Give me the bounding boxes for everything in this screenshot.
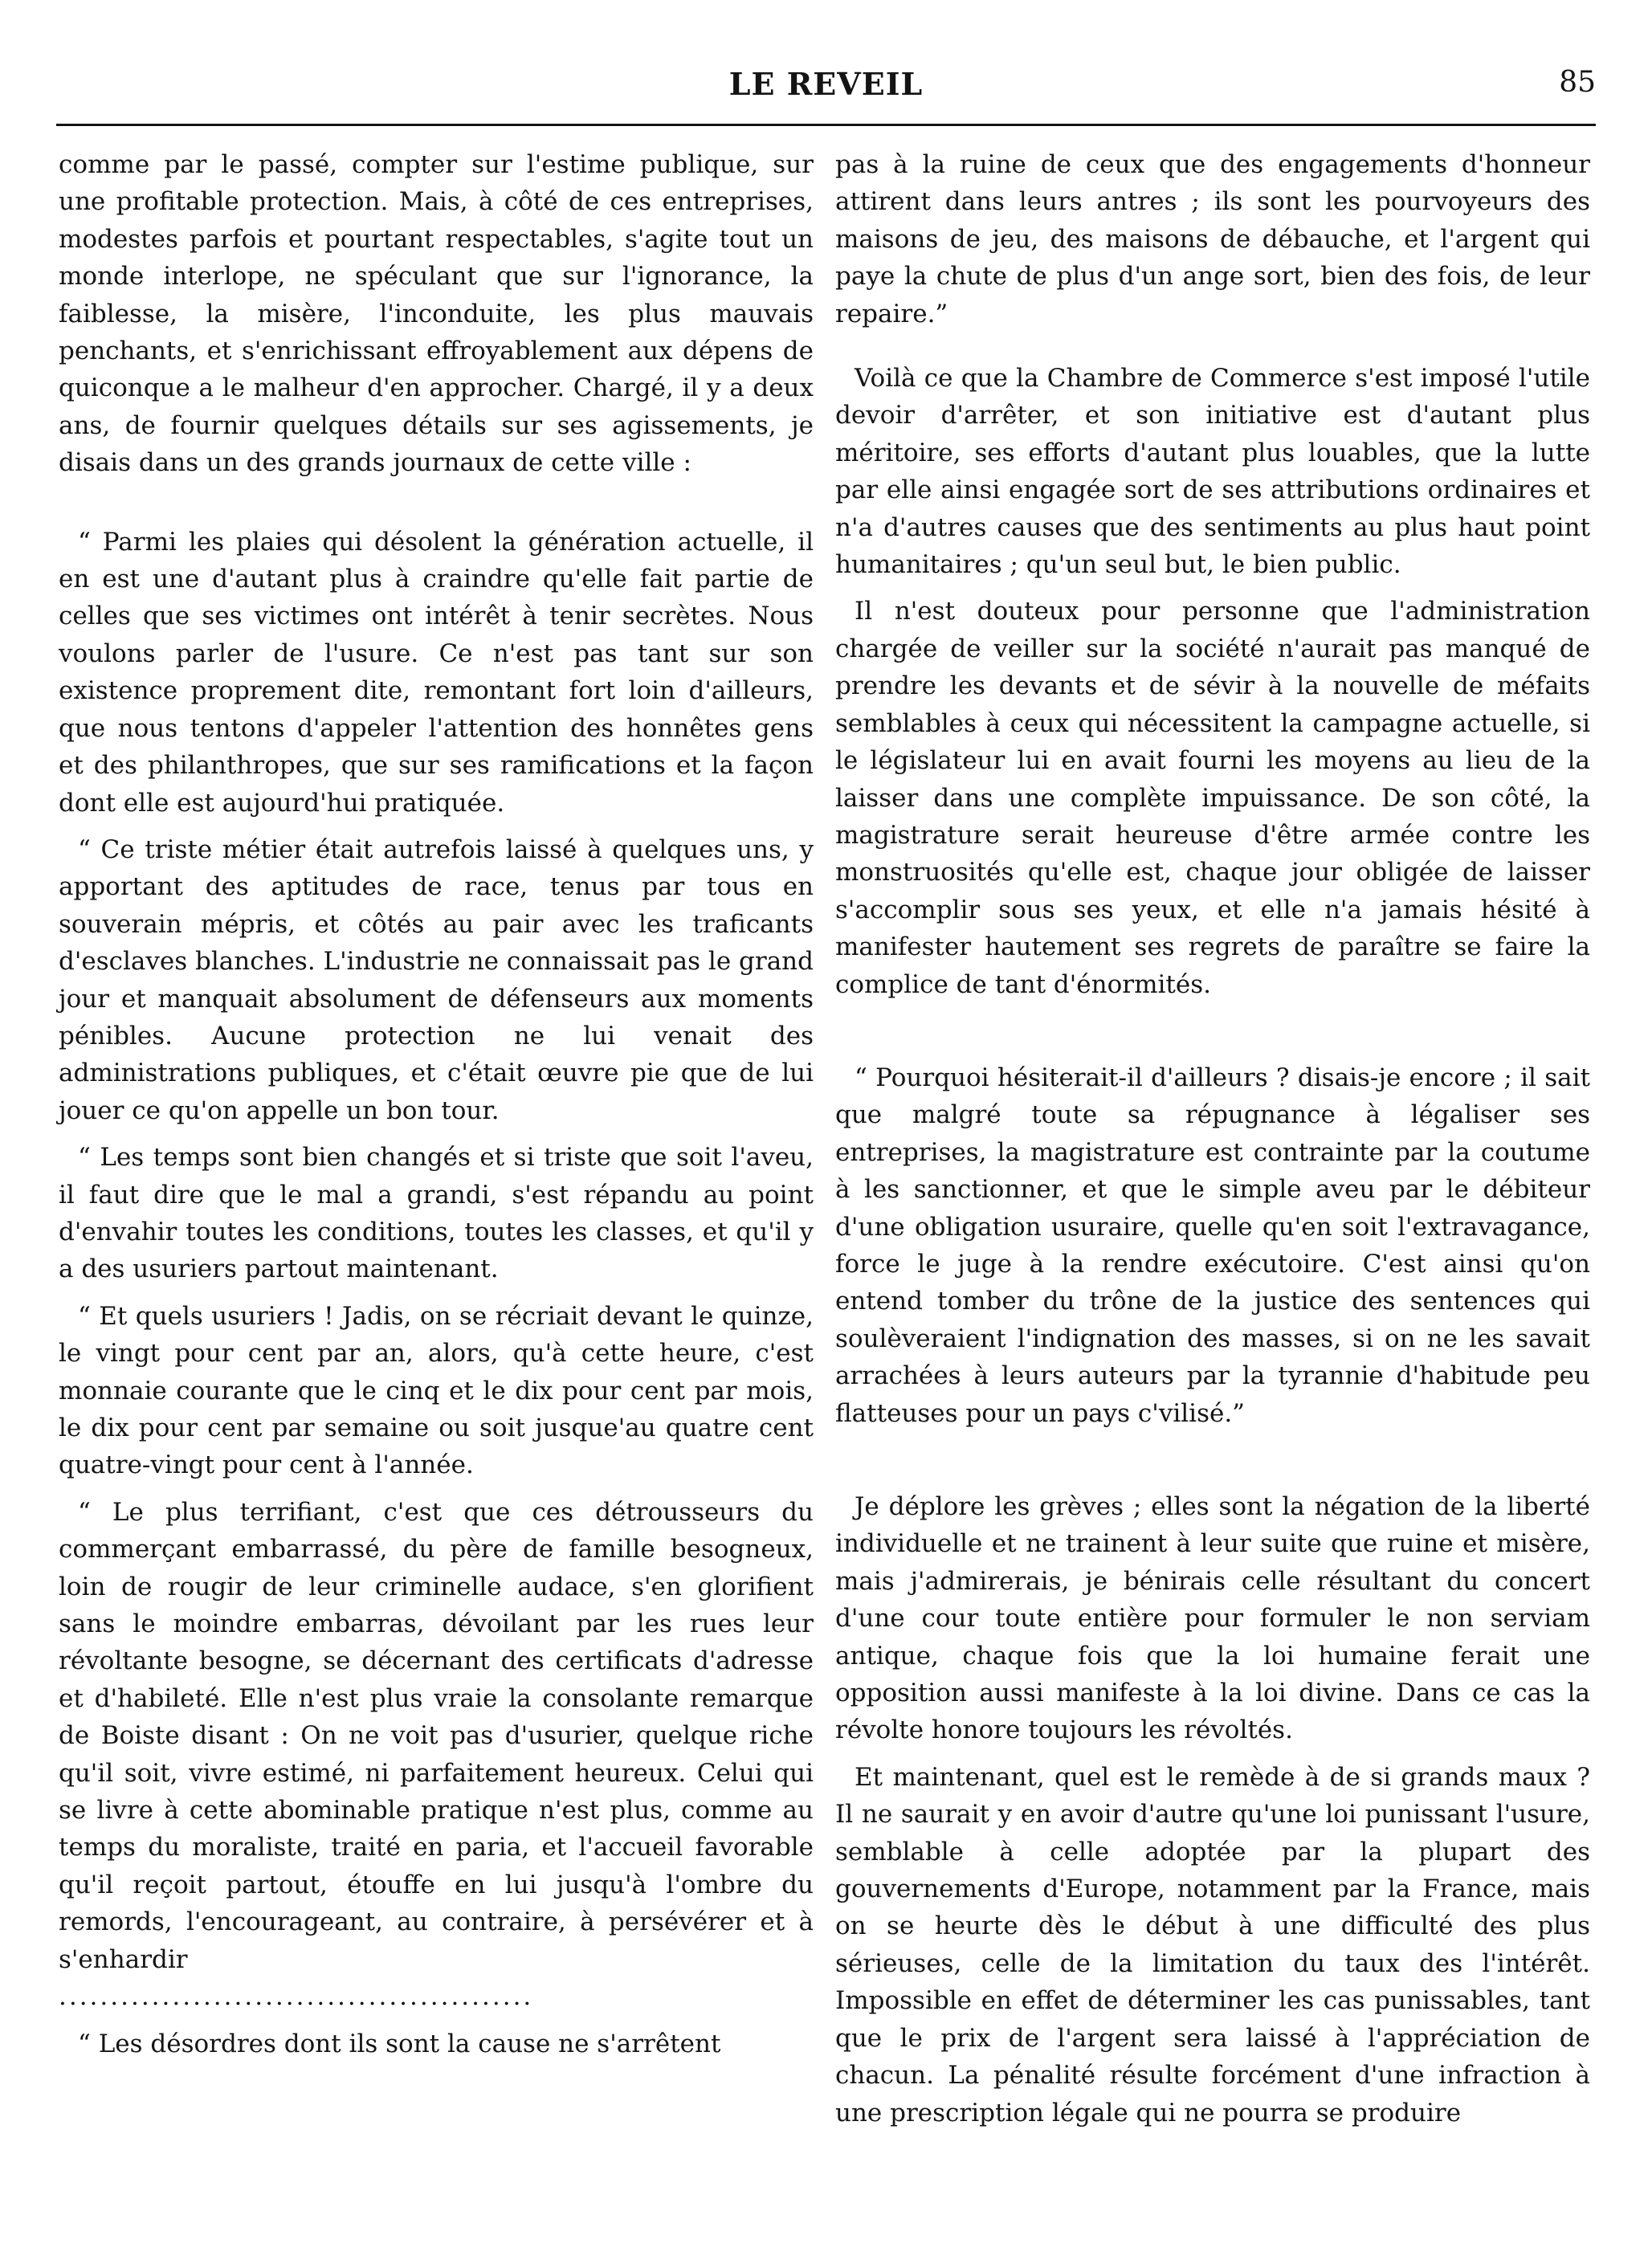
paragraph: comme par le passé, compter sur l'estime publique, sur une profitable protection. Mais, à côté de ces entreprises, modestes parfois et pourtant respectables, s'agite tout un monde interlope, ne spéculant que sur l'ignorance, la faiblesse, la misère, l'inconduite, les plus mauvais penchants, et s'enrichissant effroyablement aux dépens de quiconque a le malheur d'en approcher. Chargé, il y a deux ans, de fournir quelques détails sur ses agissements, je disais dans un des grands journaux de cette ville : <box>59 150 814 478</box>
page-number: 85 <box>1559 66 1596 99</box>
paragraph: “ Le plus terrifiant, c'est que ces détrousseurs du commerçant embarrassé, du père de famille besogneux, loin de rougir de leur criminelle audace, s'en glorifient sans le moindre embarras, dévoilant par les rues leur révoltante besogne, se décernant des certificats d'adresse et d'habileté. Elle n'est plus vraie la consolante remarque de Boiste disant : On ne voit pas d'usurier, quelque riche qu'il soit, vivre estimé, ni parfaitement heureux. Celui qui se livre à cette abominable pratique n'est plus, comme au temps du moraliste, traité en paria, et l'accueil favorable qu'il reçoit partout, étouffe en lui jusqu'à l'ombre du remords, l'encourageant, au contraire, à persévérer et à s'enhardir <box>59 1497 814 1974</box>
paragraph: pas à la ruine de ceux que des engagements d'honneur attirent dans leurs antres ; ils sont les pourvoyeurs des maisons de jeu, des maisons de débauche, et l'argent qui paye la chute de plus d'un ange sort, bien des fois, de leur repaire.” <box>835 150 1590 328</box>
right-column <box>835 146 1590 2132</box>
page-header <box>56 66 1596 114</box>
paragraph: “ Et quels usuriers ! Jadis, on se récriait devant le quinze, le vingt pour cent par an, alors, qu'à cette heure, c'est monnaie courante que le cinq et le dix pour cent par mois, le dix pour cent par semaine ou soit jusque'au quatre cent quatre-vingt pour cent à l'année. <box>59 1301 814 1480</box>
paragraph: “ Parmi les plaies qui désolent la génération actuelle, il en est une d'autant plus à craindre qu'elle fait partie de celles que ses victimes ont intérêt à tenir secrètes. Nous voulons parler de l'usure. Ce n'est pas tant sur son existence proprement dite, remontant fort loin d'ailleurs, que nous tentons d'appeler l'attention des honnêtes gens et des philanthropes, que sur ses ramifications et la façon dont elle est aujourd'hui pratiquée. <box>59 527 814 818</box>
paragraph: Il n'est douteux pour personne que l'administration chargée de veiller sur la société n'aurait pas manqué de prendre les devants et de sévir à la nouvelle de méfaits semblables à ceux qui nécessitent la campagne actuelle, si le législateur lui en avait fourni les moyens au lieu de la laisser dans une complète impuissance. De son côté, la magistrature serait heureuse d'être armée contre les monstruosités qu'elle est, chaque jour obligée de laisser s'accomplir sous ses yeux, et elle n'a jamais hésité à manifester hautement ses regrets de paraître se faire la complice de tant d'énormités. <box>835 597 1590 999</box>
header-rule <box>56 124 1596 126</box>
paragraph: Je déplore les grèves ; elles sont la négation de la liberté individuelle et ne trainent à leur suite que ruine et misère, mais j'admirerais, je bénirais celle résultant du concert d'une cour toute entière pour formuler le non serviam antique, chaque fois que la loi humaine ferait une opposition aussi manifeste à la loi divine. Dans ce cas la révolte honore toujours les révoltés. <box>835 1492 1590 1745</box>
paragraph: Et maintenant, quel est le remède à de si grands maux ? Il ne saurait y en avoir d'autre qu'une loi punissant l'usure, semblable à celle adoptée par la plupart des gouvernements d'Europe, notamment par la France, mais on se heurte dès le début à une difficulté des plus sérieuses, celle de la limitation du taux des l'intérêt. Impossible en effet de déterminer les cas punissables, tant que le prix de l'argent sera laissé à l'appréciation de chacun. La pénalité résulte forcément d'une infraction à une prescription légale qui ne pourra se produire <box>835 1762 1590 2127</box>
paragraph: “ Les désordres dont ils sont la cause ne s'arrêtent <box>78 2029 721 2058</box>
paragraph: Voilà ce que la Chambre de Commerce s'est imposé l'utile devoir d'arrêter, et son initiative est d'autant plus méritoire, ses efforts d'autant plus louables, que la lutte par elle ainsi engagée sort de ses attributions ordinaires et n'a d'autres causes que des sentiments au plus haut point humanitaires ; qu'un seul but, le bien public. <box>835 364 1590 580</box>
left-column <box>59 146 814 2062</box>
paragraph: “ Ce triste métier était autrefois laissé à quelques uns, y apportant des aptitudes de race, tenus par tous en souverain mépris, et côtés au pair avec les traficants d'esclaves blanches. L'industrie ne connaissait pas le grand jour et manquait absolument de défenseurs aux moments pénibles. Aucune protection ne lui venait des administrations publiques, et c'était œuvre pie que de lui jouer ce qu'on appelle un bon tour. <box>59 834 814 1125</box>
paragraph: “ Pourquoi hésiterait-il d'ailleurs ? disais-je encore ; il sait que malgré toute sa répugnance à légaliser ses entreprises, la magistrature est contrainte par la coutume à les sanctionner, et que le simple aveu par le débiteur d'une obligation usuraire, quelle qu'en soit l'extravagance, force le juge à la rendre exécutoire. C'est ainsi qu'on entend tomber du trône de la justice des sentences qui soulèveraient l'indignation des masses, si on ne les savait arrachées à leurs auteurs par la tyrannie d'habitude peu flatteuses pour un pays c'vilisé.” <box>835 1063 1590 1428</box>
journal-title: LE REVEIL <box>728 66 924 102</box>
ellipsis-line: .............................................. <box>59 1982 534 2012</box>
paragraph: “ Les temps sont bien changés et si triste que soit l'aveu, il faut dire que le mal a grandi, s'est répandu au point d'envahir toutes les conditions, toutes les classes, et qu'il y a des usuriers partout maintenant. <box>59 1143 814 1284</box>
